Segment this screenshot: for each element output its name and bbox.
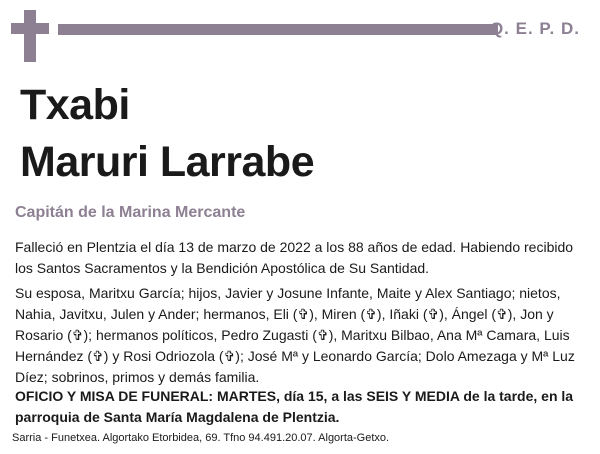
qepd-label: Q. E. P. D. <box>489 19 580 38</box>
cross-icon-bar <box>11 23 49 34</box>
deceased-title: Capitán de la Marina Mercante <box>15 204 246 221</box>
family-paragraph: Su esposa, Maritxu García; hijos, Javier y Josune Infante, Maite y Alex Santiago; nietos, Nahia, Javitxu, Julen y Ander; hermanos, Eli (✞), Miren (✞), Iñaki (✞), Ángel (✞), Jon y Rosario (✞); hermanos políticos, Pedro Zugasti (✞), Maritxu Bilbao, Ana Mª Camara, Luis Hernández (✞) y Rosi Odriozola (✞); José Mª y Leonardo García; Dolo Amezaga y Mª Luz Díez; sobrinos, primos y demás familia. <box>15 285 575 385</box>
death-notice-paragraph: Falleció en Plentzia el día 13 de marzo de 2022 a los 88 años de edad. Habiendo recibido los Santos Sacramentos y la Bendición Apostólica de Su Santidad. <box>15 239 574 276</box>
deceased-surnames: Maruri Larrabe <box>20 138 315 186</box>
funeral-paragraph: OFICIO Y MISA DE FUNERAL: MARTES, día 15, a las SEIS Y MEDIA de la tarde, en la parroquia de Santa María Magdalena de Plentzia. <box>15 388 574 425</box>
header-divider <box>58 24 498 35</box>
cross-icon <box>24 10 36 62</box>
deceased-first-name: Txabi <box>20 81 130 129</box>
funeral-home-footer: Sarria - Funetxea. Algortako Etorbidea, 69. Tfno 94.491.20.07. Algorta-Getxo. <box>12 432 390 444</box>
